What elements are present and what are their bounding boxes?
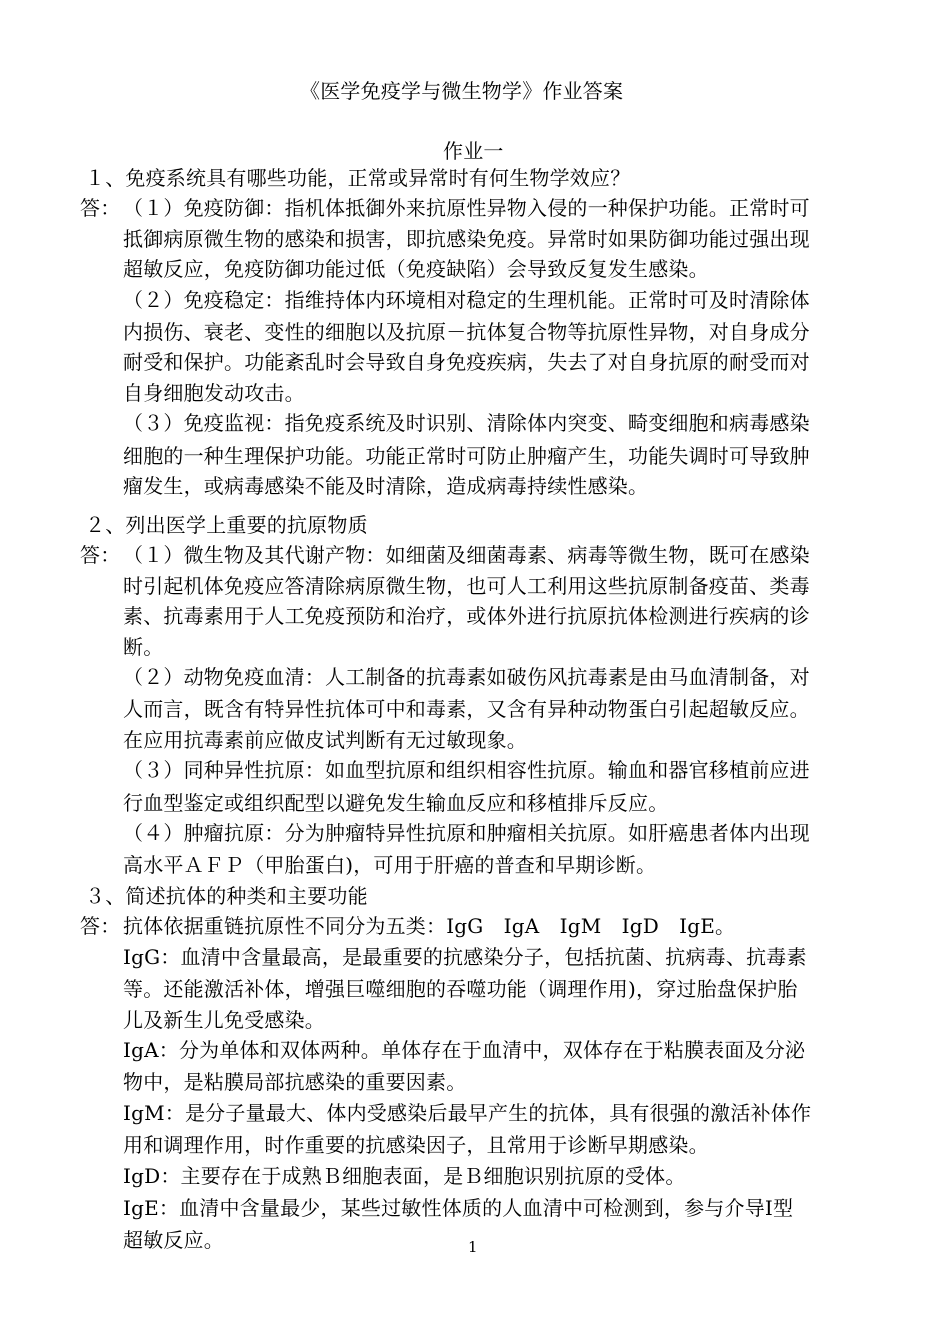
answer-line: 时引起机体免疫应答清除病原微生物，也可人工利用这些抗原制备疫苗、类毒 bbox=[123, 573, 810, 598]
question-heading: １、免疫系统具有哪些功能，正常或异常时有何生物学效应？ bbox=[85, 166, 631, 190]
answer-line: 内损伤、衰老、变性的细胞以及抗原－抗体复合物等抗原性异物，对自身成分 bbox=[123, 320, 810, 344]
answer-line: 断。 bbox=[123, 634, 164, 659]
answer-label: 答： bbox=[80, 914, 121, 939]
answer-line: （２）免疫稳定：指维持体内环境相对稳定的生理机能。正常时可及时清除体 bbox=[123, 287, 810, 312]
answer-line: 自身细胞发动攻击。 bbox=[123, 380, 305, 405]
answer-line: 耐受和保护。功能紊乱时会导致自身免疫疾病，失去了对自身抗原的耐受而对 bbox=[123, 350, 810, 375]
answer-line: （１）免疫防御：指机体抵御外来抗原性异物入侵的一种保护功能。正常时可 bbox=[123, 196, 810, 221]
question-heading: ３、简述抗体的种类和主要功能 bbox=[85, 884, 368, 908]
answer-line: （４）肿瘤抗原：分为肿瘤特异性抗原和肿瘤相关抗原。如肝癌患者体内出现 bbox=[123, 821, 810, 845]
answer-line: 人而言，既含有特异性抗体可中和毒素，又含有异种动物蛋白引起超敏反应。 bbox=[123, 697, 810, 722]
answer-line: 抵御病原微生物的感染和损害，即抗感染免疫。异常时如果防御功能过强出现 bbox=[123, 226, 810, 251]
answer-line: 用和调理作用，时作重要的抗感染因子，且常用于诊断早期感染。 bbox=[123, 1133, 709, 1158]
answer-line: （３）同种异性抗原：如血型抗原和组织相容性抗原。输血和器官移植前应进 bbox=[123, 758, 810, 783]
answer-line: 细胞的一种生理保护功能。功能正常时可防止肿瘤产生，功能失调时可导致肿 bbox=[123, 443, 810, 468]
page-number: 1 bbox=[468, 1238, 478, 1256]
answer-line: IgM：是分子量最大、体内受感染后最早产生的抗体，具有很强的激活补体作 bbox=[123, 1100, 812, 1125]
answer-line: 瘤发生，或病毒感染不能及时清除，造成病毒持续性感染。 bbox=[123, 474, 649, 498]
answer-label: 答： bbox=[80, 543, 121, 568]
answer-line: 抗体依据重链抗原性不同分为五类：IgG IgA IgM IgD IgE。 bbox=[123, 914, 736, 939]
answer-label: 答： bbox=[80, 196, 121, 221]
answer-line: （１）微生物及其代谢产物：如细菌及细菌毒素、病毒等微生物，既可在感染 bbox=[123, 543, 810, 568]
answer-line: 超敏反应，免疫防御功能过低（免疫缺陷）会导致反复发生感染。 bbox=[123, 257, 709, 282]
question-heading: ２、列出医学上重要的抗原物质 bbox=[85, 513, 368, 537]
answer-line: IgG：血清中含量最高，是最重要的抗感染分子，包括抗菌、抗病毒、抗毒素 bbox=[123, 944, 807, 969]
answer-line: 行血型鉴定或组织配型以避免发生输血反应和移植排斥反应。 bbox=[123, 790, 669, 815]
answer-line: 在应用抗毒素前应做皮试判断有无过敏现象。 bbox=[123, 727, 527, 752]
answer-line: 等。还能激活补体，增强巨噬细胞的吞噬功能（调理作用)，穿过胎盘保护胎 bbox=[123, 977, 798, 1002]
answer-line: （３）免疫监视：指免疫系统及时识别、清除体内突变、畸变细胞和病毒感染 bbox=[123, 411, 810, 436]
answer-line: （２）动物免疫血清：人工制备的抗毒素如破伤风抗毒素是由马血清制备，对 bbox=[123, 665, 810, 689]
section-title: 作业一 bbox=[443, 139, 504, 163]
answer-line: IgE：血清中含量最少，某些过敏性体质的人血清中可检测到，参与介导Ⅰ型 bbox=[123, 1196, 794, 1220]
answer-line: 物中，是粘膜局部抗感染的重要因素。 bbox=[123, 1070, 467, 1095]
answer-line: IgD：主要存在于成熟Ｂ细胞表面，是Ｂ细胞识别抗原的受体。 bbox=[123, 1163, 686, 1188]
document-title: 《医学免疫学与微生物学》作业答案 bbox=[300, 79, 624, 103]
answer-line: 儿及新生儿免受感染。 bbox=[123, 1007, 325, 1032]
answer-line: IgA：分为单体和双体两种。单体存在于血清中，双体存在于粘膜表面及分泌 bbox=[123, 1038, 806, 1062]
answer-line: 素、抗毒素用于人工免疫预防和治疗，或体外进行抗原抗体检测进行疾病的诊 bbox=[123, 604, 810, 629]
answer-line: 高水平ＡＦＰ（甲胎蛋白)，可用于肝癌的普查和早期诊断。 bbox=[123, 853, 657, 878]
answer-line: 超敏反应。 bbox=[123, 1228, 224, 1253]
